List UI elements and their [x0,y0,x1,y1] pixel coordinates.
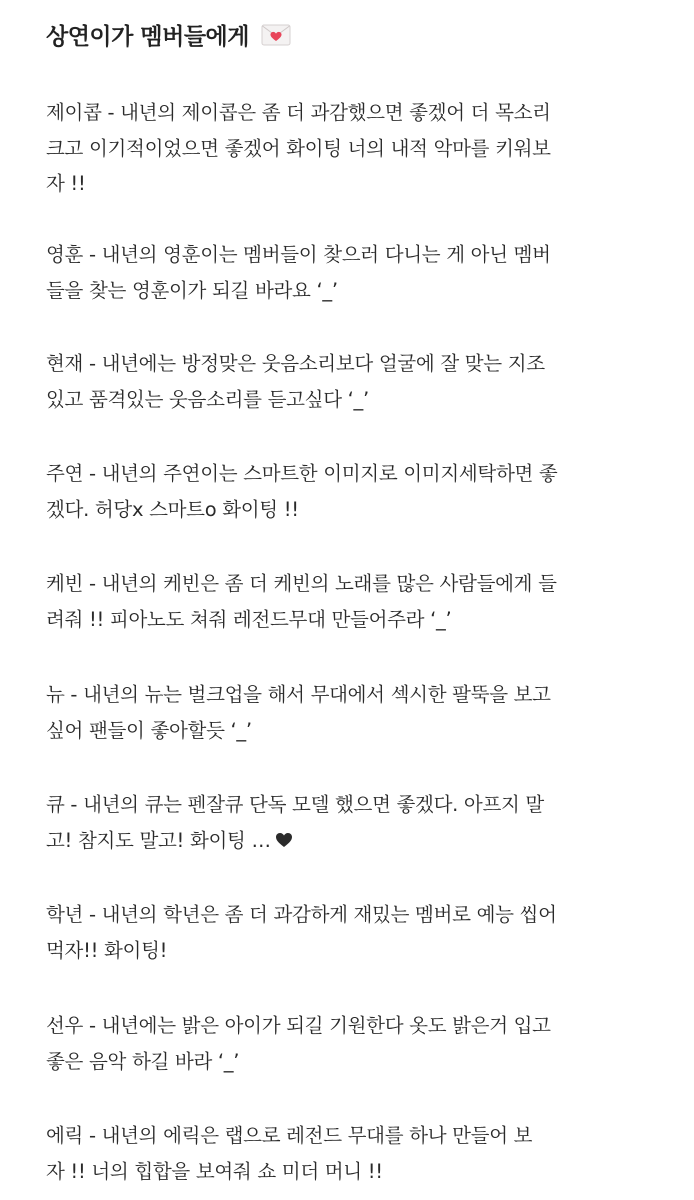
title-row [46,14,291,54]
message-q-text: 큐 - 내년의 큐는 펜잘큐 단독 모델 했으면 좋겠다. 아프지 말 고! 참지도 말고! 화이팅 … [46,793,544,852]
message-younghoon: 영훈 - 내년의 영훈이는 멤버들이 찾으러 다니는 게 아닌 멤버 들을 찾는 영훈이가 되길 바라요 ‘_’ [46,243,551,302]
message-jacob: 제이콥 - 내년의 제이콥은 좀 더 과감했으면 좋겠어 더 목소리 크고 이기적이었으면 좋겠어 화이팅 너의 내적 악마를 키워보 자 !! [46,101,551,195]
page-title: 상연이가 멤버들에게 [46,23,249,50]
love-letter-icon [261,24,291,46]
message-haknyeon: 학년 - 내년의 학년은 좀 더 과감하게 재밌는 멤버로 예능 씹어 먹자!! 화이팅! [46,903,557,962]
message-q [46,787,670,858]
message-hyunjae: 현재 - 내년에는 방정맞은 웃음소리보다 얼굴에 잘 맞는 지조 있고 품격있는 웃음소리를 듣고싶다 ‘_’ [46,352,545,411]
message-new: 뉴 - 내년의 뉴는 벌크업을 해서 무대에서 섹시한 팔뚝을 보고 싶어 팬들이 좋아할듯 ‘_’ [46,683,551,742]
message-juyeon: 주연 - 내년의 주연이는 스마트한 이미지로 이미지세탁하면 좋 겠다. 허당x 스마트o 화이팅 !! [46,462,558,521]
message-eric: 에릭 - 내년의 에릭은 랩으로 레전드 무대를 하나 만들어 보 자 !! 너의 힙합을 보여줘 쇼 미더 머니 !! [46,1124,533,1183]
black-heart-icon [275,824,293,840]
message-kevin: 케빈 - 내년의 케빈은 좀 더 케빈의 노래를 많은 사람들에게 들 려줘 !! 피아노도 쳐줘 레전드무대 만들어주라 ‘_’ [46,572,557,631]
message-sunwoo: 선우 - 내년에는 밝은 아이가 되길 기원한다 옷도 밝은거 입고 좋은 음악 하길 바라 ‘_’ [46,1014,551,1073]
